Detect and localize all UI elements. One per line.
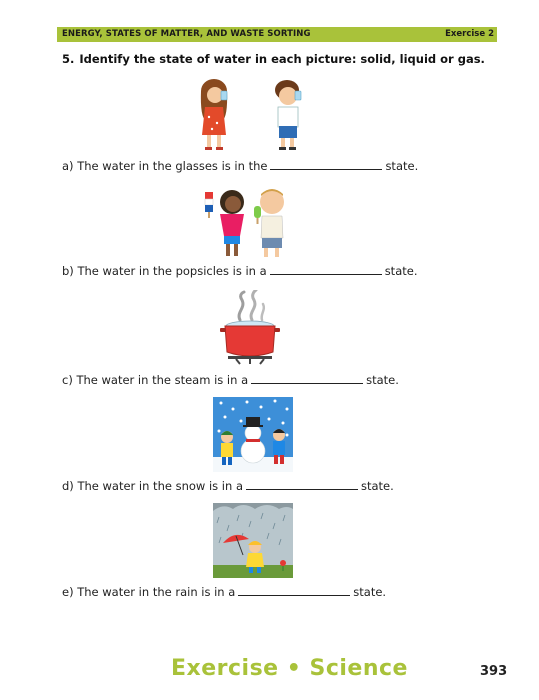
item-a (62, 159, 418, 173)
question-text: Identify the state of water in each picture: solid, liquid or gas. (79, 52, 485, 66)
answer-blank[interactable] (246, 488, 358, 490)
kids-drinking-picture (192, 77, 322, 152)
item-e (62, 585, 386, 599)
exercise-label: Exercise 2 (445, 29, 494, 39)
item-suffix: state. (366, 373, 399, 387)
footer-brand (171, 656, 408, 681)
item-letter: a) (62, 159, 74, 173)
page-number: 393 (480, 664, 508, 679)
item-letter: c) (62, 373, 73, 387)
kids-popsicles-picture (200, 184, 300, 259)
item-text: The water in the steam is in a (76, 373, 249, 387)
answer-blank[interactable] (238, 594, 350, 596)
item-text: The water in the glasses is in the (77, 159, 268, 173)
question-number: 5. (62, 52, 75, 66)
question-heading (62, 52, 485, 66)
section-title: ENERGY, STATES OF MATTER, AND WASTE SORTING (62, 29, 311, 39)
item-suffix: state. (385, 159, 419, 173)
answer-blank[interactable] (270, 273, 382, 275)
item-letter: e) (62, 585, 74, 599)
item-b (62, 264, 417, 278)
steaming-pot-picture (218, 290, 283, 365)
item-c (62, 373, 399, 387)
item-suffix: state. (361, 479, 394, 493)
item-letter: d) (62, 479, 74, 493)
brand-right: Science (309, 656, 408, 681)
brand-separator: • (286, 656, 302, 681)
item-text: The water in the rain is in a (77, 585, 236, 599)
snowman-picture (213, 397, 293, 472)
answer-blank[interactable] (270, 168, 382, 170)
item-suffix: state. (384, 264, 418, 278)
brand-left: Exercise (171, 656, 279, 681)
answer-blank[interactable] (251, 382, 363, 384)
item-text: The water in the popsicles is in a (77, 264, 267, 278)
item-letter: b) (62, 264, 74, 278)
item-suffix: state. (353, 585, 387, 599)
item-d (62, 479, 394, 493)
item-text: The water in the snow is in a (77, 479, 243, 493)
rain-picture (213, 503, 293, 578)
